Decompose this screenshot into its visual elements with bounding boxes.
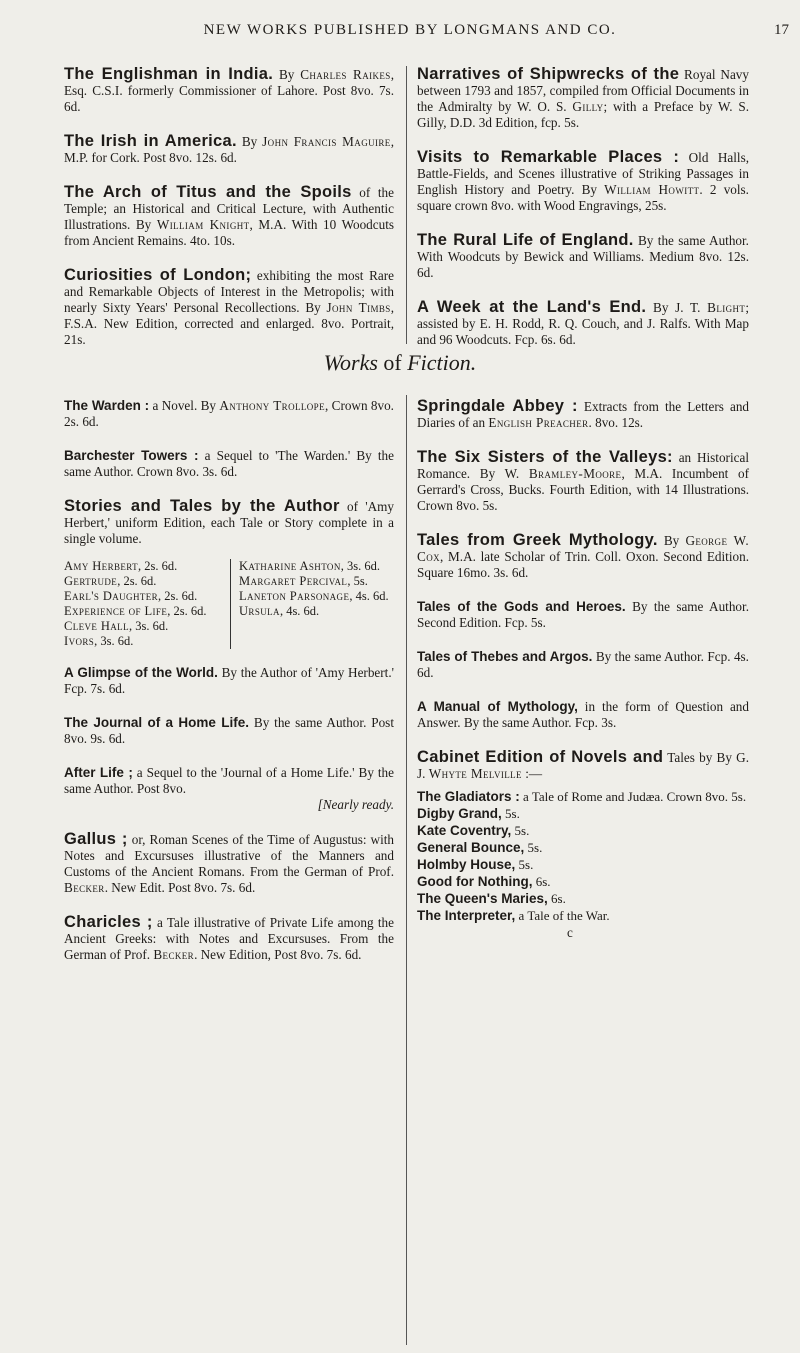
list-item: Earl's Daughter, 2s. 6d. [64,589,198,603]
catalogue-entry: Gallus ; or, Roman Scenes of the Time of Augustus: with Notes and Excursuses illustrative of the Manners and Customs of the Ancient Romans. From the German of Prof. Becker. New Edit. Post 8vo. 7s. 6d. [64,830,394,895]
catalogue-entry: The Englishman in India. By Charles Raikes, Esq. C.S.I. formerly Commissioner of Lahore. Post 8vo. 7s. 6d. [64,65,395,114]
list-item: Experience of Life, 2s. 6d. [64,604,207,618]
page-number: 17 [774,22,789,38]
melville-list [417,788,749,941]
catalogue-entry: The Journal of a Home Life. By the same Author. Post 8vo. 9s. 6d. [64,715,394,746]
section-heading-fiction: Fiction. [407,350,477,375]
signature-mark: c [567,925,573,940]
catalogue-entry: Tales from Greek Mythology. By George W. Cox, M.A. late Scholar of Trin. Coll. Oxon. Second Edition. Square 16mo. 3s. 6d. [417,531,750,580]
catalogue-entry: Springdale Abbey : Extracts from the Letters and Diaries of an English Preacher. 8vo. 12s. [417,397,750,430]
stories-list-col1 [64,559,230,649]
list-item: Ivors, 3s. 6d. [64,634,134,648]
catalogue-entry: Tales of the Gods and Heroes. By the same Author. Second Edition. Fcp. 5s. [417,599,749,630]
catalogue-entry: Charicles ; a Tale illustrative of Private Life among the Ancient Greeks: with Notes and Excursuses. From the German of Prof. Becker. New Edition, Post 8vo. 7s. 6d. [64,913,394,962]
list-item: Kate Coventry, 5s. [417,823,530,838]
section-heading-of: of [383,350,402,375]
section-heading-works: Works [323,350,378,375]
catalogue-entry: Visits to Remarkable Places : Old Halls, Battle-Fields, and Scenes illustrative of Striking Passages in English History and Poetry. By William Howitt. 2 vols. square crown 8vo. with Wood Engravings, 25s. [417,148,749,213]
list-item: Ursula, 4s. 6d. [239,604,320,618]
fiction-right-column [417,398,749,941]
catalogue-entry: The Warden : a Novel. By Anthony Trollope, Crown 8vo. 2s. 6d. [64,398,394,429]
fiction-left-column [64,398,394,981]
list-item: The Gladiators : a Tale of Rome and Judæa. Crown 8vo. 5s. [417,789,747,804]
running-head: NEW WORKS PUBLISHED BY LONGMANS AND CO. [203,22,617,38]
top-right-column [417,66,749,366]
catalogue-entry: Narratives of Shipwrecks of the Royal Navy between 1793 and 1857, compiled from Official Documents in the Admiralty by W. O. S. Gilly; with a Preface by W. S. Gilly, D.D. 3d Edition, fcp. 5s. [417,65,749,130]
list-item: Laneton Parsonage, 4s. 6d. [239,589,389,603]
list-item: The Queen's Maries, 6s. [417,891,566,906]
list-item: Digby Grand, 5s. [417,806,520,821]
list-item: Good for Nothing, 6s. [417,874,551,889]
list-item: Cleve Hall, 3s. 6d. [64,619,169,633]
catalogue-entry: Curiosities of London; exhibiting the most Rare and Remarkable Objects of Interest in the Metropolis; with nearly Sixty Years' Personal Recollections. By John Timbs, F.S.A. New Edition, corrected and enlarged. 8vo. Portrait, 21s. [64,266,394,347]
publication-note: [Nearly ready. [317,797,394,812]
catalogue-entry: The Six Sisters of the Valleys: an Historical Romance. By W. Bramley-Moore, M.A. Incumbent of Gerrard's Cross, Bucks. Fourth Edition, with 14 Illustrations. Crown 8vo. 5s. [417,448,749,513]
list-item: The Interpreter, a Tale of the War. [417,908,610,923]
stories-list-col2 [230,559,394,649]
catalogue-entry: A Glimpse of the World. By the Author of 'Amy Herbert.' Fcp. 7s. 6d. [64,665,394,696]
catalogue-entry: Cabinet Edition of Novels and Tales by By G. J. Whyte Melville :— [417,748,750,781]
catalogue-entry: A Manual of Mythology, in the form of Question and Answer. By the same Author. Fcp. 3s. [417,699,749,730]
column-rule-top [406,66,407,344]
top-left-column [64,66,394,366]
list-item: General Bounce, 5s. [417,840,543,855]
catalogue-entry: The Irish in America. By John Francis Maguire, M.P. for Cork. Post 8vo. 12s. 6d. [64,132,394,165]
section-heading [0,350,800,376]
catalogue-entry: Tales of Thebes and Argos. By the same Author. Fcp. 4s. 6d. [417,649,749,680]
catalogue-entry: A Week at the Land's End. By J. T. Blight; assisted by E. H. Rodd, R. Q. Couch, and J. Ralfs. With Map and 96 Woodcuts. Fcp. 6s. 6d. [417,298,749,347]
catalogue-entry: The Rural Life of England. By the same Author. With Woodcuts by Bewick and Williams. Medium 8vo. 12s. 6d. [417,231,749,280]
stories-list [64,559,394,649]
list-item: Katharine Ashton, 3s. 6d. [239,559,380,573]
list-item: Holmby House, 5s. [417,857,534,872]
catalogue-entry: The Arch of Titus and the Spoils of the Temple; an Historical and Critical Lecture, with Authentic Illustrations. By William Knight, M.A. With 10 Woodcuts from Ancient Remains. 4to. 10s. [64,183,394,248]
list-item: Amy Herbert, 2s. 6d. [64,559,178,573]
list-item: Gertrude, 2s. 6d. [64,574,157,588]
catalogue-entry: Stories and Tales by the Author of 'Amy Herbert,' uniform Edition, each Tale or Story complete in a single volume. [64,497,394,546]
catalogue-entry: Barchester Towers : a Sequel to 'The Warden.' By the same Author. Crown 8vo. 3s. 6d. [64,448,394,479]
catalogue-entry: After Life ; a Sequel to the 'Journal of a Home Life.' By the same Author. Post 8vo. [Nearly ready. [64,765,394,812]
list-item: Margaret Percival, 5s. [239,574,368,588]
column-rule-fiction [406,395,407,1345]
